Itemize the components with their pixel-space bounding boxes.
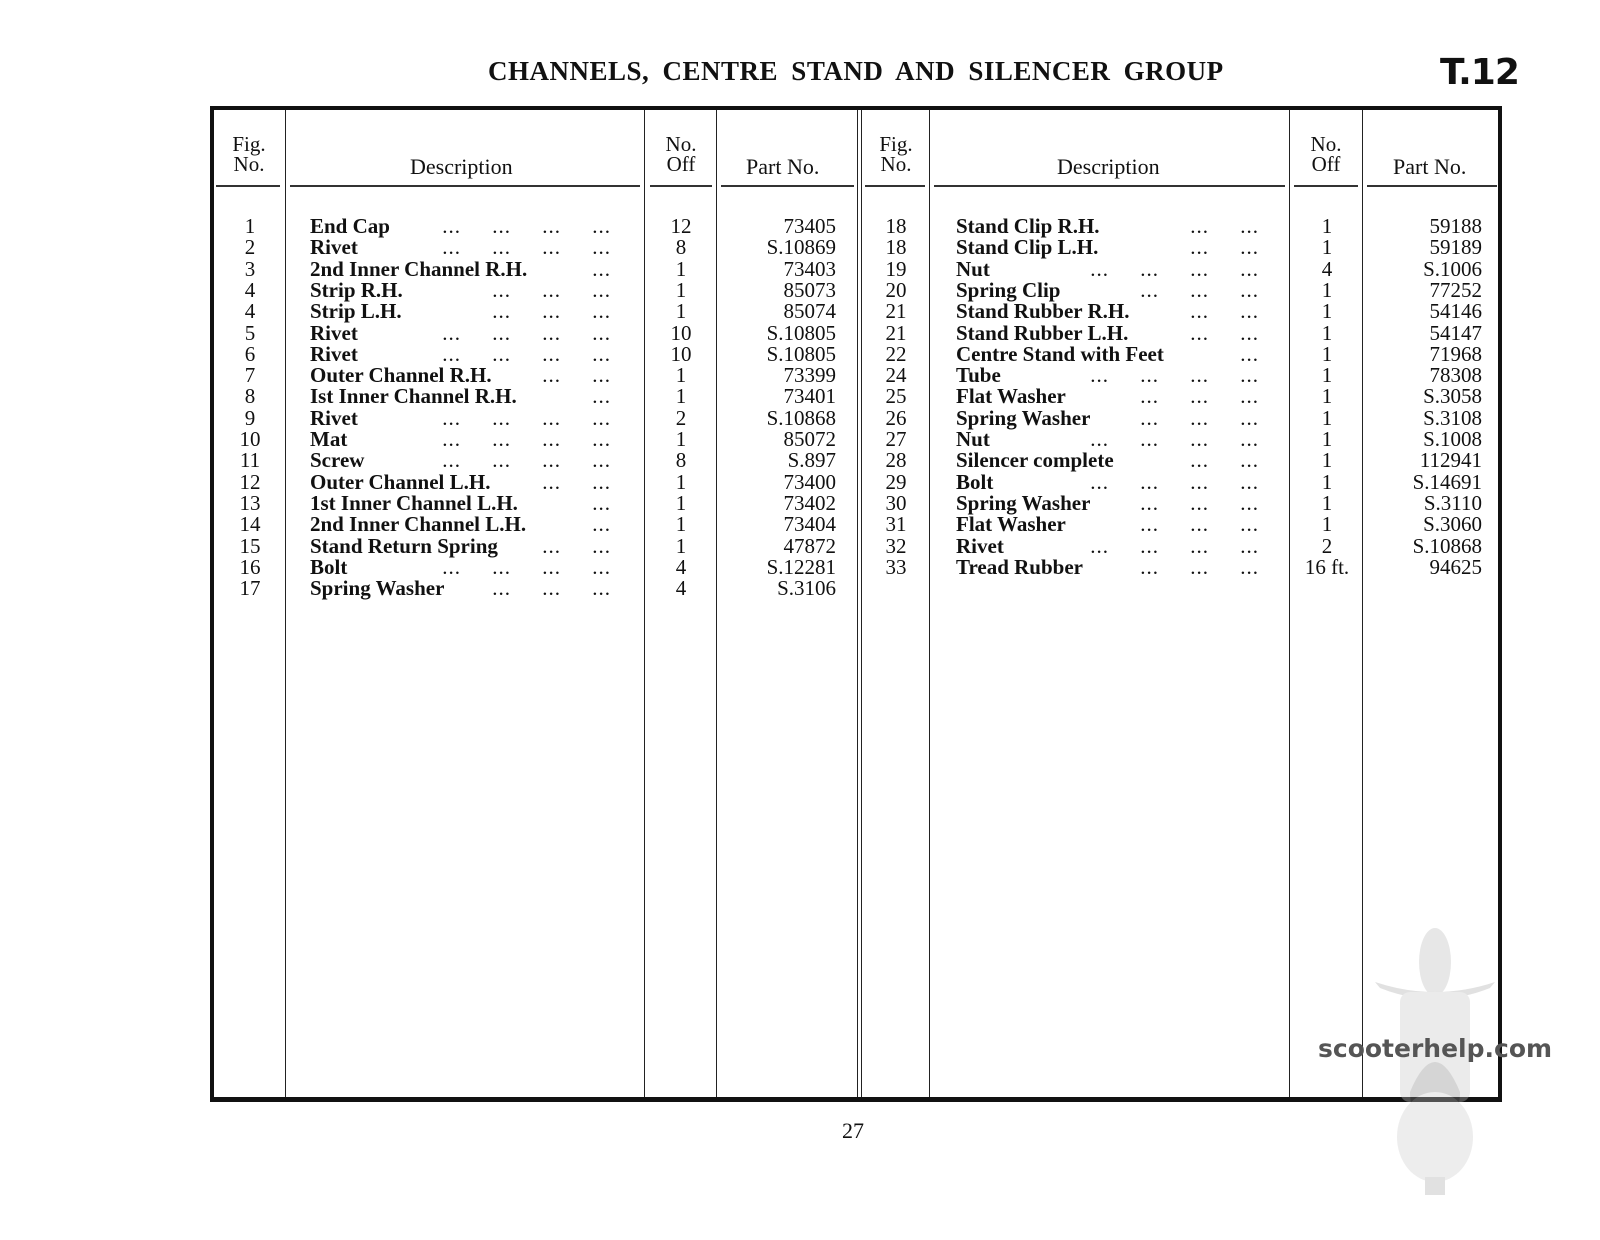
part-no: S.10805 bbox=[766, 320, 836, 345]
no-off: 10 bbox=[670, 341, 692, 366]
header-no-off-line2: Off bbox=[666, 152, 696, 176]
parts-table-frame bbox=[210, 106, 1502, 1102]
description: Rivet bbox=[310, 320, 358, 345]
description: Flat Washer bbox=[956, 384, 1066, 409]
part-no: 77252 bbox=[1429, 277, 1482, 302]
leader-dots: ... ... ... ... bbox=[442, 405, 611, 430]
description: Stand Rubber L.H. bbox=[956, 320, 1129, 345]
description: Rivet bbox=[310, 341, 358, 366]
leader-dots: ... ... ... bbox=[1140, 490, 1259, 515]
table-row bbox=[214, 450, 1482, 471]
table-row bbox=[214, 405, 1482, 430]
part-no: 47872 bbox=[783, 533, 836, 558]
part-no: S.3058 bbox=[1423, 384, 1482, 409]
no-off: 16 ft. bbox=[1304, 554, 1350, 579]
fig-no: 7 bbox=[244, 363, 256, 388]
page-number: 27 bbox=[842, 1118, 864, 1143]
header-rule bbox=[721, 185, 854, 187]
part-no: 73399 bbox=[783, 363, 836, 388]
fig-no: 17 bbox=[239, 576, 261, 601]
part-no: S.10869 bbox=[766, 235, 836, 260]
fig-no: 18 bbox=[885, 214, 907, 238]
table-row bbox=[214, 341, 1482, 366]
header-part-no: Part No. bbox=[1393, 154, 1467, 179]
description: 1st Inner Channel L.H. bbox=[310, 490, 518, 515]
description: Strip L.H. bbox=[310, 299, 402, 324]
fig-no: 21 bbox=[885, 320, 907, 345]
description: Centre Stand with Feet bbox=[956, 341, 1164, 366]
no-off: 1 bbox=[675, 277, 687, 302]
leader-dots: ... ... ... ... bbox=[1090, 469, 1259, 494]
description: Spring Washer bbox=[956, 405, 1091, 430]
table-row bbox=[214, 469, 1482, 494]
leader-dots: ... ... ... ... bbox=[442, 320, 611, 345]
header-fig-line1: Fig. bbox=[232, 132, 266, 156]
header-fig-line2: No. bbox=[233, 152, 265, 176]
leader-dots: ... ... ... bbox=[492, 299, 611, 324]
part-no: 85072 bbox=[783, 427, 836, 451]
part-no: 59189 bbox=[1429, 235, 1482, 260]
leader-dots: ... ... ... ... bbox=[442, 341, 611, 366]
no-off: 1 bbox=[675, 363, 687, 388]
fig-no: 5 bbox=[244, 320, 256, 345]
header-rule bbox=[934, 185, 1285, 187]
fig-no: 19 bbox=[885, 256, 907, 281]
part-no: 73400 bbox=[783, 469, 836, 494]
leader-dots: ... ... bbox=[1190, 448, 1259, 473]
leader-dots: ... bbox=[592, 512, 611, 537]
no-off: 4 bbox=[675, 576, 687, 601]
description: Spring Clip bbox=[956, 277, 1061, 302]
leader-dots: ... ... ... ... bbox=[1090, 427, 1259, 451]
fig-no: 13 bbox=[239, 490, 261, 515]
description: Tube bbox=[956, 363, 1001, 388]
leader-dots: ... ... ... bbox=[1140, 405, 1259, 430]
part-no: 73403 bbox=[783, 256, 836, 281]
no-off: 1 bbox=[1321, 235, 1333, 260]
description: Stand Return Spring bbox=[310, 533, 498, 558]
description: Outer Channel R.H. bbox=[310, 363, 492, 388]
part-no: S.3060 bbox=[1423, 512, 1482, 537]
fig-no: 33 bbox=[885, 554, 907, 579]
header-rule bbox=[865, 185, 925, 187]
no-off: 1 bbox=[1321, 214, 1333, 238]
description: 2nd Inner Channel R.H. bbox=[310, 256, 528, 281]
leader-dots: ... ... ... bbox=[1140, 554, 1259, 579]
fig-no: 27 bbox=[885, 427, 907, 451]
leader-dots: ... ... ... ... bbox=[442, 427, 611, 451]
description: Bolt bbox=[310, 554, 348, 579]
fig-no: 26 bbox=[885, 405, 907, 430]
part-no: S.12281 bbox=[766, 554, 836, 579]
description: End Cap bbox=[310, 214, 390, 238]
header-description: Description bbox=[410, 154, 513, 179]
table-row bbox=[214, 320, 1482, 345]
no-off: 1 bbox=[1321, 490, 1333, 515]
watermark: scooterhelp.com bbox=[1318, 1034, 1553, 1063]
leader-dots: ... ... ... ... bbox=[1090, 533, 1259, 558]
header-rule bbox=[290, 185, 640, 187]
description: Ist Inner Channel R.H. bbox=[310, 384, 517, 409]
no-off: 1 bbox=[675, 469, 687, 494]
part-no: 78308 bbox=[1429, 363, 1482, 388]
description: Stand Clip L.H. bbox=[956, 235, 1099, 260]
header-fig-line2: No. bbox=[880, 152, 912, 176]
no-off: 1 bbox=[675, 299, 687, 324]
leader-dots: ... ... bbox=[542, 533, 611, 558]
no-off: 1 bbox=[1321, 512, 1333, 537]
leader-dots: ... ... ... bbox=[492, 576, 611, 601]
no-off: 1 bbox=[1321, 363, 1333, 388]
table-row bbox=[214, 237, 1482, 258]
description: Rivet bbox=[956, 533, 1004, 558]
header-no-off-line2: Off bbox=[1311, 152, 1341, 176]
table-row bbox=[214, 256, 1482, 281]
no-off: 1 bbox=[1321, 341, 1333, 366]
section-code: T.12 bbox=[1440, 52, 1519, 93]
description: Spring Washer bbox=[310, 576, 445, 601]
description: Stand Rubber R.H. bbox=[956, 299, 1130, 324]
table-row bbox=[214, 554, 1482, 579]
leader-dots: ... ... ... bbox=[492, 277, 611, 302]
table-row bbox=[214, 490, 1482, 515]
part-no: S.1006 bbox=[1423, 256, 1482, 281]
description: Flat Washer bbox=[956, 512, 1066, 537]
no-off: 1 bbox=[675, 490, 687, 515]
part-no: 54146 bbox=[1429, 299, 1482, 324]
part-no: 73405 bbox=[783, 214, 836, 238]
description: Nut bbox=[956, 427, 990, 451]
header-rule bbox=[1367, 185, 1497, 187]
table-row bbox=[214, 216, 1482, 237]
header-no-off-line1: No. bbox=[665, 132, 697, 156]
leader-dots: ... ... ... ... bbox=[442, 214, 611, 238]
fig-no: 20 bbox=[885, 277, 907, 302]
leader-dots: ... ... ... ... bbox=[442, 235, 611, 260]
part-no: S.10868 bbox=[1412, 533, 1482, 558]
leader-dots: ... bbox=[1240, 341, 1259, 366]
table-row bbox=[214, 277, 1482, 302]
leader-dots: ... ... ... ... bbox=[442, 554, 611, 579]
no-off: 1 bbox=[1321, 469, 1333, 494]
part-no: S.897 bbox=[787, 448, 836, 473]
part-no: 112941 bbox=[1419, 448, 1482, 473]
leader-dots: ... bbox=[592, 256, 611, 281]
header-rule bbox=[650, 185, 712, 187]
header-fig-no bbox=[870, 134, 922, 174]
fig-no: 15 bbox=[239, 533, 261, 558]
no-off: 4 bbox=[675, 554, 687, 579]
part-no: 73402 bbox=[783, 490, 836, 515]
description: Spring Washer bbox=[956, 490, 1091, 515]
description: Tread Rubber bbox=[956, 554, 1083, 579]
table-row bbox=[214, 533, 1482, 558]
fig-no: 14 bbox=[239, 512, 261, 537]
no-off: 1 bbox=[1321, 384, 1333, 409]
header-description: Description bbox=[1057, 154, 1160, 179]
leader-dots: ... bbox=[592, 384, 611, 409]
part-no: S.14691 bbox=[1412, 469, 1482, 494]
leader-dots: ... ... bbox=[1190, 320, 1259, 345]
fig-no: 1 bbox=[244, 214, 256, 238]
fig-no: 10 bbox=[239, 427, 261, 451]
fig-no: 2 bbox=[244, 235, 256, 260]
no-off: 1 bbox=[675, 512, 687, 537]
header-fig-line1: Fig. bbox=[879, 132, 913, 156]
header-fig-no bbox=[224, 134, 274, 174]
leader-dots: ... ... bbox=[1190, 235, 1259, 260]
description: Strip R.H. bbox=[310, 277, 403, 302]
header-rule bbox=[216, 185, 280, 187]
leader-dots: ... ... ... ... bbox=[442, 448, 611, 473]
fig-no: 31 bbox=[885, 512, 907, 537]
fig-no: 29 bbox=[885, 469, 907, 494]
leader-dots: ... ... ... ... bbox=[1090, 363, 1259, 388]
table-row bbox=[214, 365, 1482, 386]
header-part-no: Part No. bbox=[746, 154, 820, 179]
fig-no: 16 bbox=[239, 554, 261, 579]
description: Screw bbox=[310, 448, 365, 473]
no-off: 1 bbox=[675, 256, 687, 281]
leader-dots: ... ... ... bbox=[1140, 384, 1259, 409]
part-no: S.1008 bbox=[1423, 427, 1482, 451]
fig-no: 3 bbox=[244, 256, 256, 281]
leader-dots: ... ... bbox=[542, 469, 611, 494]
part-no: 85073 bbox=[783, 277, 836, 302]
no-off: 8 bbox=[675, 448, 687, 473]
fig-no: 18 bbox=[885, 235, 907, 260]
fig-no: 32 bbox=[885, 533, 907, 558]
no-off: 12 bbox=[670, 214, 692, 238]
part-no: 54147 bbox=[1429, 320, 1482, 345]
fig-no: 24 bbox=[885, 363, 907, 388]
part-no: 94625 bbox=[1429, 554, 1482, 579]
part-no: 59188 bbox=[1429, 214, 1482, 238]
description: 2nd Inner Channel L.H. bbox=[310, 512, 527, 537]
no-off: 1 bbox=[1321, 277, 1333, 302]
part-no: 73404 bbox=[783, 512, 836, 537]
fig-no: 9 bbox=[244, 405, 256, 430]
leader-dots: ... ... bbox=[542, 363, 611, 388]
leader-dots: ... ... bbox=[1190, 214, 1259, 238]
description: Nut bbox=[956, 256, 990, 281]
fig-no: 6 bbox=[244, 341, 256, 366]
table-row bbox=[214, 386, 1482, 407]
description: Silencer complete bbox=[956, 448, 1114, 473]
no-off: 10 bbox=[670, 320, 692, 345]
description: Bolt bbox=[956, 469, 994, 494]
table-row bbox=[214, 429, 1482, 450]
no-off: 1 bbox=[675, 533, 687, 558]
fig-no: 28 bbox=[885, 448, 907, 473]
description: Rivet bbox=[310, 405, 358, 430]
leader-dots: ... ... bbox=[1190, 299, 1259, 324]
header-no-off bbox=[1299, 134, 1353, 174]
part-no: 73401 bbox=[783, 384, 836, 409]
leader-dots: ... ... ... ... bbox=[1090, 256, 1259, 281]
header-no-off bbox=[654, 134, 708, 174]
part-no: S.3108 bbox=[1423, 405, 1482, 430]
no-off: 2 bbox=[1321, 533, 1333, 558]
fig-no: 22 bbox=[885, 341, 907, 366]
no-off: 1 bbox=[675, 384, 687, 409]
table-row bbox=[214, 514, 1482, 535]
no-off: 1 bbox=[675, 427, 687, 451]
part-no: S.10868 bbox=[766, 405, 836, 430]
description: Rivet bbox=[310, 235, 358, 260]
no-off: 4 bbox=[1321, 256, 1333, 281]
description: Mat bbox=[310, 427, 348, 451]
table-row bbox=[214, 578, 836, 599]
no-off: 1 bbox=[1321, 448, 1333, 473]
no-off: 1 bbox=[1321, 427, 1333, 451]
part-no: S.3106 bbox=[777, 576, 836, 601]
fig-no: 8 bbox=[244, 384, 256, 409]
leader-dots: ... ... ... bbox=[1140, 512, 1259, 537]
page-title: CHANNELS, CENTRE STAND AND SILENCER GROUP bbox=[488, 56, 1224, 86]
description: Outer Channel L.H. bbox=[310, 469, 491, 494]
description: Stand Clip R.H. bbox=[956, 214, 1100, 238]
fig-no: 4 bbox=[244, 277, 256, 302]
leader-dots: ... bbox=[592, 490, 611, 515]
table-row bbox=[214, 301, 1482, 322]
fig-no: 25 bbox=[885, 384, 907, 409]
part-no: 71968 bbox=[1429, 341, 1482, 366]
no-off: 2 bbox=[675, 405, 687, 430]
fig-no: 4 bbox=[244, 299, 256, 324]
leader-dots: ... ... ... bbox=[1140, 277, 1259, 302]
part-no: S.3110 bbox=[1423, 490, 1482, 515]
no-off: 8 bbox=[675, 235, 687, 260]
fig-no: 30 bbox=[885, 490, 907, 515]
fig-no: 21 bbox=[885, 299, 907, 324]
header-rule bbox=[1294, 185, 1358, 187]
part-no: S.10805 bbox=[766, 341, 836, 366]
fig-no: 12 bbox=[239, 469, 261, 494]
part-no: 85074 bbox=[783, 299, 836, 324]
header-no-off-line1: No. bbox=[1310, 132, 1342, 156]
no-off: 1 bbox=[1321, 405, 1333, 430]
fig-no: 11 bbox=[239, 448, 261, 473]
no-off: 1 bbox=[1321, 299, 1333, 324]
no-off: 1 bbox=[1321, 320, 1333, 345]
